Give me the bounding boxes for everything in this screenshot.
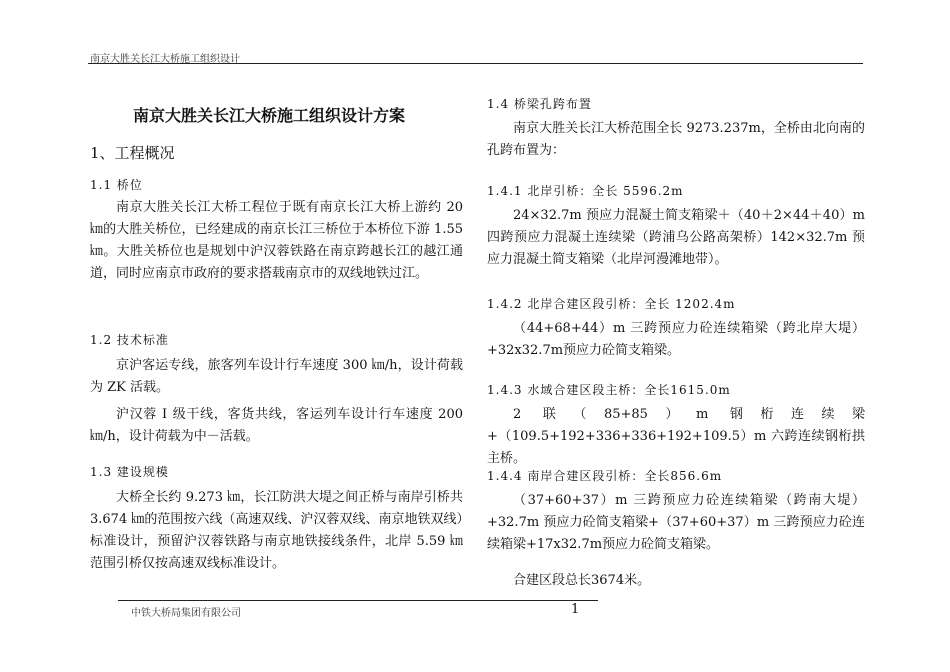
section-1-4-3-heading: 1.4.3 水域合建区段主桥：全长1615.0m xyxy=(487,383,731,397)
section-1-3-text: 大桥全长约 9.273 ㎞，长江防洪大堤之间正桥与南岸引桥共 3.674 ㎞的范围按六线（高速双线、沪汉蓉双线、南京地铁双线）标准设计，预留沪汉蓉铁路与南京地铁接线条件，北岸 5.59 ㎞范围引桥仅按高速双线标准设计。 xyxy=(90,490,463,571)
section-1-4-1-heading: 1.4.1 北岸引桥：全长 5596.2m xyxy=(487,184,684,198)
section-1-3-heading: 1.3 建设规模 xyxy=(90,465,169,479)
section-1-2-heading: 1.2 技术标准 xyxy=(90,333,169,347)
footer-rule xyxy=(118,600,598,601)
section-1-4-2-text: （44+68+44）m 三跨预应力砼连续箱梁（跨北岸大堤）+32x32.7m预应力砼简支箱梁。 xyxy=(487,321,865,358)
section-1-1-text: 南京大胜关长江大桥工程位于既有南京长江大桥上游约 20 ㎞的大胜关桥位，已经建成的南京长江三桥位于本桥位下游 1.55 ㎞。大胜关桥位也是规划中沪汉蓉铁路在南京跨越长江的越江通道，同时应南京市政府的要求搭载南京市的双线地铁过江。 xyxy=(90,200,463,281)
footer-company: 中铁大桥局集团有限公司 xyxy=(131,608,241,619)
section-1-4-2-heading: 1.4.2 北岸合建区段引桥：全长 1202.4m xyxy=(487,297,736,311)
section-1-4-1-text: 24×32.7m 预应力混凝土简支箱梁＋（40＋2×44＋40）m 四跨预应力混凝土连续梁（跨浦乌公路高架桥）142×32.7m 预应力混凝土简支箱梁（北岸河漫滩地带）。 xyxy=(487,208,865,267)
section-1-4-4-heading: 1.4.4 南岸合建区段引桥：全长856.6m xyxy=(487,469,723,483)
section-1-2-text-1: 京沪客运专线，旅客列车设计行车速度 300 ㎞/h，设计荷载为 ZK 活载。 xyxy=(90,358,463,395)
section-1-2-text-2: 沪汉蓉 Ⅰ 级干线，客货共线，客运列车设计行车速度 200 ㎞/h，设计荷载为中－活载。 xyxy=(90,407,463,444)
section-1-1-heading: 1.1 桥位 xyxy=(90,178,143,192)
header-rule xyxy=(88,63,863,64)
section-1-4-3-text: 2 联（85+85）m 钢桁连续梁+（109.5+192+336+336+192+109.5）m 六跨连续钢桁拱主桥。 xyxy=(487,407,865,466)
header-text: 南京大胜关长江大桥施工组织设计 xyxy=(90,54,240,65)
section-1-4-intro: 南京大胜关长江大桥范围全长 9273.237m，全桥由北向南的孔跨布置为： xyxy=(487,121,865,158)
section-1-heading: 1、工程概况 xyxy=(90,144,175,162)
section-1-4-4-total: 合建区段总长3674米。 xyxy=(513,573,651,588)
document-title: 南京大胜关长江大桥施工组织设计方案 xyxy=(133,106,406,125)
section-1-4-4-text: （37+60+37）m 三跨预应力砼连续箱梁（跨南大堤）+32.7m 预应力砼简支箱梁+（37+60+37）m 三跨预应力砼连续箱梁+17x32.7m预应力砼简支箱梁。 xyxy=(487,493,865,552)
section-1-4-heading: 1.4 桥梁孔跨布置 xyxy=(487,97,592,111)
page-number: 1 xyxy=(571,602,580,617)
